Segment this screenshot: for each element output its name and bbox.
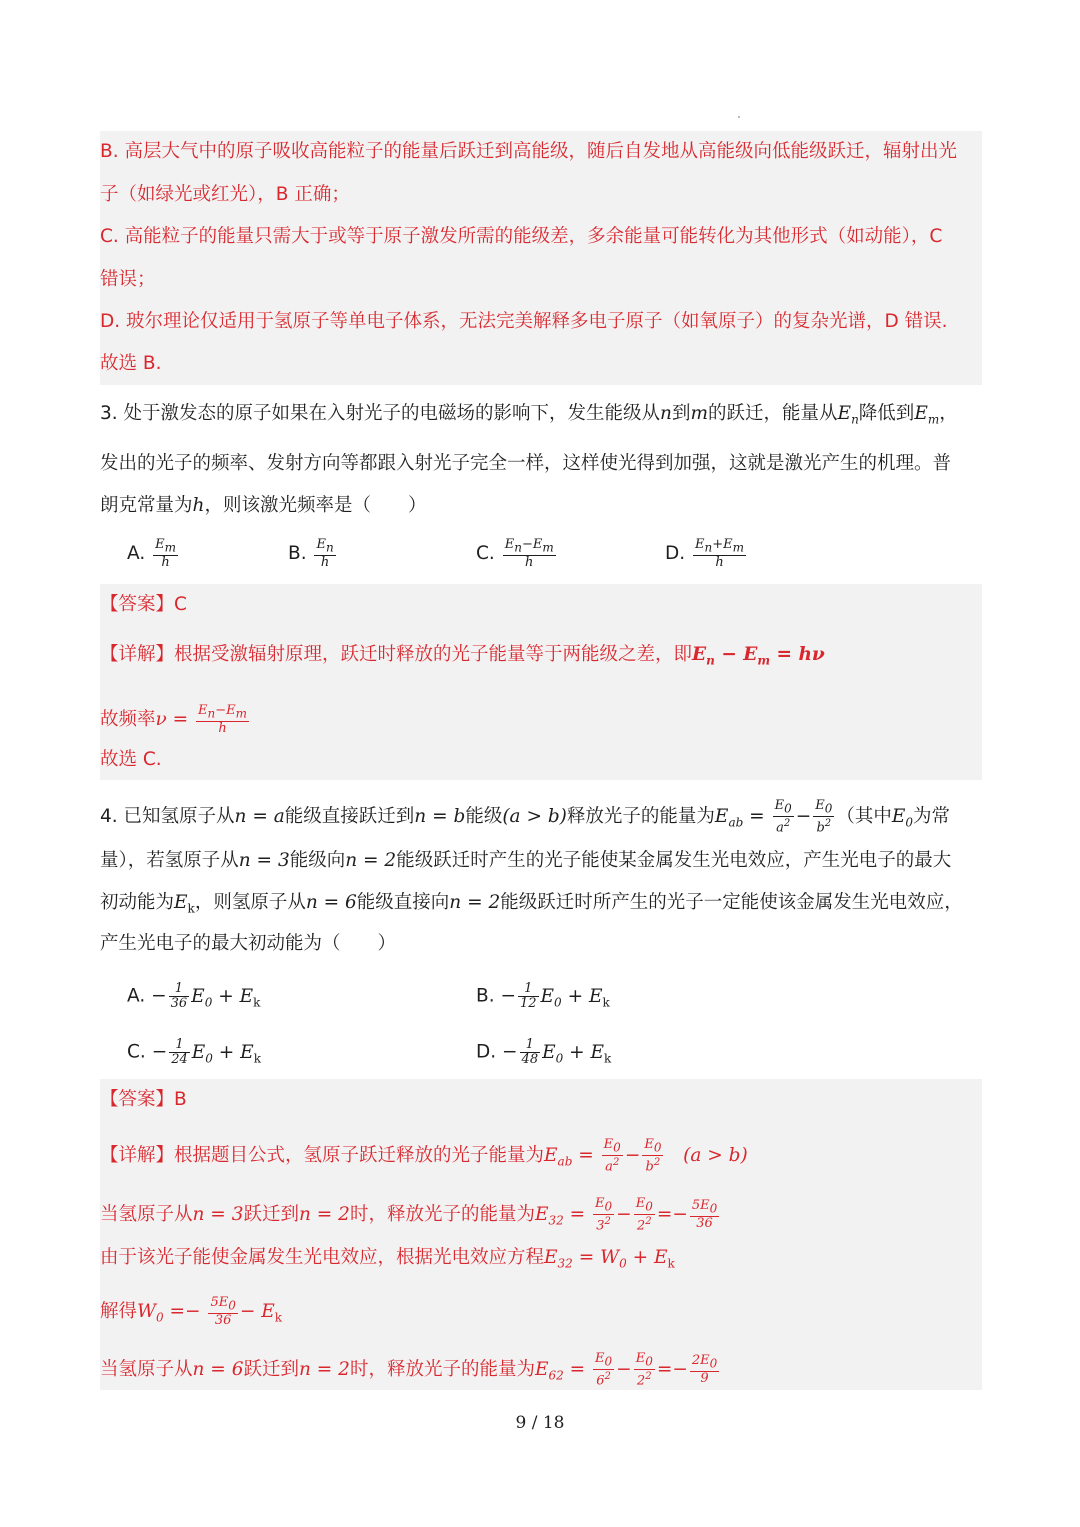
q2-choice: 故选 B. <box>100 353 162 374</box>
q2-option-b-line1: B. 高层大气中的原子吸收高能粒子的能量后跃迁到高能级，随后自发地从高能级向低能级跃迁，辐射出光 <box>100 141 957 162</box>
q3-answer: 【答案】C <box>100 594 187 615</box>
q4-text-line1: 4. 已知氢原子从n = a能级直接跃迁到n = b能级(a > b)释放光子的能量为$E_{ab}$ = $\frac{E_0}{a^2}$ − $\frac{E_0}{b^2}$ （其中$E_0$为常 <box>100 798 951 835</box>
q4-option-c[interactable]: C. − $\frac{1}{24}$ $E_0 + E_k$ <box>127 1037 261 1067</box>
q2-explanation-block <box>100 131 982 385</box>
q4-detail-line1: 【详解】根据题目公式，氢原子跃迁释放的光子能量为$E_{ab}$ = $\frac{E_0}{a^2}$ − $\frac{E_0}{b^2}$ (a > b) <box>100 1137 748 1174</box>
speck <box>738 116 740 118</box>
q4-text-line2: 量），若氢原子从n = 3能级向n = 2能级跃迁时产生的光子能使某金属发生光电效应，产生光电子的最大 <box>100 850 952 871</box>
q4-option-d[interactable]: D. − $\frac{1}{48}$ $E_0 + E_k$ <box>476 1037 612 1067</box>
q3-option-a[interactable]: A. $\frac{E_m}{h}$ <box>127 537 176 570</box>
q2-option-c-line1: C. 高能粒子的能量只需大于或等于原子激发所需的能级差，多余能量可能转化为其他形式（如动能），C <box>100 226 943 247</box>
q3-choice: 故选 C. <box>100 749 162 770</box>
q4-option-a[interactable]: A. − $\frac{1}{36}$ $E_0 + E_k$ <box>127 981 261 1011</box>
page-number: 9 / 18 <box>515 1413 565 1433</box>
q4-detail-line5: 当氢原子从n = 6跃迁到n = 2时，释放光子的能量为$E_{62}$ = $\frac{E_0}{6^2}$ − $\frac{E_0}{2^2}$ =− $\frac{2E_0}{9}$ <box>100 1351 718 1388</box>
q3-text-line3: 朗克常量为h，则该激光频率是（ ） <box>100 495 427 516</box>
q4-detail-line3: 由于该光子能使金属发生光电效应，根据光电效应方程$E_{32} = W_0 + E_k$ <box>100 1247 675 1271</box>
q3-text-line1: 3. 处于激发态的原子如果在入射光子的电磁场的影响下，发生能级从n到m的跃迁，能量从$E_n$降低到$E_m$， <box>100 403 958 427</box>
q3-option-c[interactable]: C. $\frac{E_n-E_m}{h}$ <box>476 537 554 570</box>
q4-answer: 【答案】B <box>100 1089 187 1110</box>
q3-detail: 【详解】根据受激辐射原理，跃迁时释放的光子能量等于两能级之差，即$E_n - E_m = h\nu$ <box>100 644 825 668</box>
q4-detail-line4: 解得$W_0$ =− $\frac{5E_0}{36}$ − $E_k$ <box>100 1295 283 1328</box>
q2-option-d-line: D. 玻尔理论仅适用于氢原子等单电子体系，无法完美解释多电子原子（如氧原子）的复杂光谱，D 错误. <box>100 311 948 332</box>
q4-answer-block <box>100 1079 982 1390</box>
q3-option-d[interactable]: D. $\frac{E_n+E_m}{h}$ <box>665 537 745 570</box>
q2-option-b-line2: 子（如绿光或红光），B 正确； <box>100 184 350 205</box>
q3-text-line2: 发出的光子的频率、发射方向等都跟入射光子完全一样，这样使光得到加强，这就是激光产生的机理。普 <box>100 453 952 474</box>
q4-option-b[interactable]: B. − $\frac{1}{12}$ $E_0 + E_k$ <box>476 981 610 1011</box>
q4-text-line4: 产生光电子的最大初动能为（ ） <box>100 933 397 954</box>
q4-detail-line2: 当氢原子从n = 3跃迁到n = 2时，释放光子的能量为$E_{32}$ = $\frac{E_0}{3^2}$ − $\frac{E_0}{2^2}$ =− $\frac{5E_0}{36}$ <box>100 1196 718 1233</box>
q2-option-c-line2: 错误； <box>100 269 156 290</box>
q3-frequency: 故频率ν = $\frac{E_n-E_m}{h}$ <box>100 703 248 736</box>
q3-option-b[interactable]: B. $\frac{E_n}{h}$ <box>288 537 334 570</box>
q4-text-line3: 初动能为$E_k$，则氢原子从n = 6能级直接向n = 2能级跃迁时所产生的光子一定能使该金属发生光电效应， <box>100 892 963 916</box>
